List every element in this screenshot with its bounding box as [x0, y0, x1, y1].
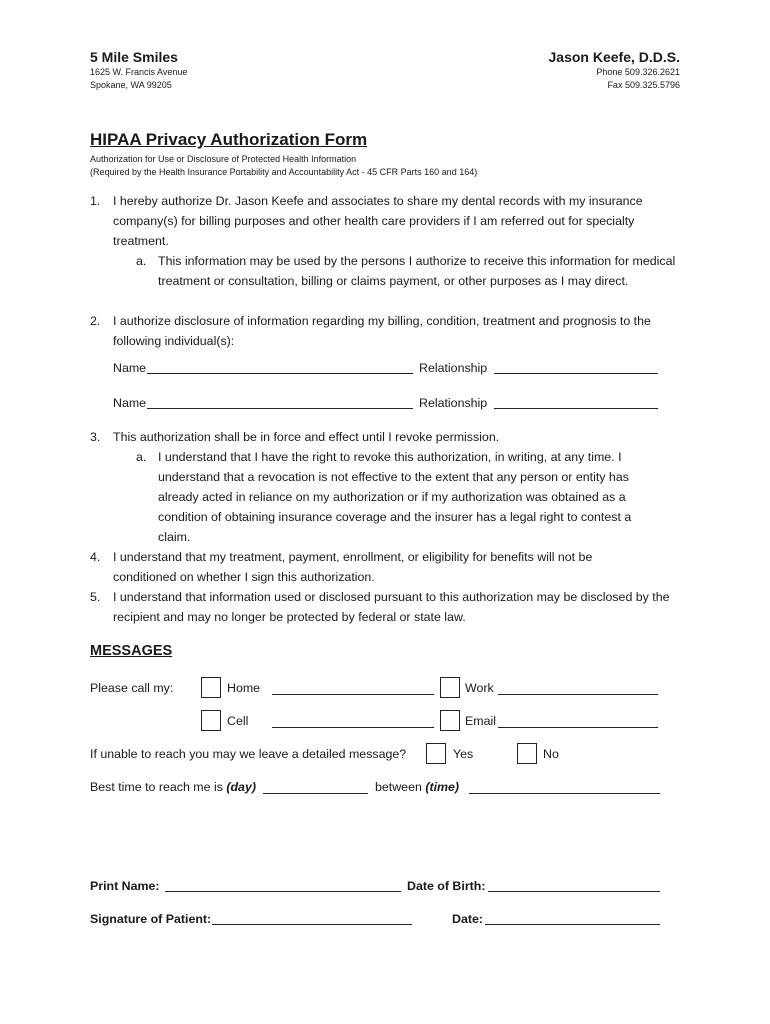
name-label: Name — [113, 396, 147, 410]
best-day-field[interactable] — [263, 793, 368, 794]
name-label: Name — [113, 361, 147, 375]
signature-label: Signature of Patient: — [90, 912, 212, 926]
authorization-paragraph-3: This authorization shall be in force and effect until I revoke permission. — [113, 430, 500, 444]
detailed-message-question: If unable to reach you may we leave a detailed message? — [90, 747, 407, 761]
print-name-label: Print Name: — [90, 879, 160, 893]
cell-checkbox[interactable] — [201, 710, 221, 731]
authorization-paragraph-1: I hereby authorize Dr. Jason Keefe and associates to share my dental records with my insurance company(s) for billing purposes and other health care providers if I am referred out for specialty treatment. — [113, 194, 643, 248]
relationship-field-2[interactable] — [494, 408, 658, 409]
name-field-2[interactable] — [147, 408, 413, 409]
name-field-1[interactable] — [147, 373, 413, 374]
doctor-name: Jason Keefe, D.D.S. — [548, 49, 680, 65]
item-number: 3. — [90, 430, 101, 444]
day-label: (day) — [226, 780, 256, 794]
yes-checkbox[interactable] — [426, 743, 446, 764]
between-text: between — [375, 780, 422, 794]
fax-number: Fax 509.325.5796 — [607, 80, 680, 90]
form-legal-reference: (Required by the Health Insurance Portability and Accountability Act - 45 CFR Parts 160 and 164) — [90, 167, 478, 177]
item-number: 2. — [90, 314, 101, 328]
authorization-paragraph-1a: This information may be used by the persons I authorize to receive this information for medical treatment or consultation, billing or claims payment, or other purposes as I may direct. — [158, 254, 676, 288]
page-title: HIPAA Privacy Authorization Form — [90, 130, 368, 149]
date-field[interactable] — [485, 924, 660, 925]
messages-heading: MESSAGES — [90, 643, 173, 659]
item-letter: a. — [136, 450, 147, 464]
address-line2: Spokane, WA 99205 — [90, 80, 172, 90]
address-line1: 1625 W. Francis Avenue — [90, 67, 188, 77]
yes-label: Yes — [453, 747, 474, 761]
practice-name: 5 Mile Smiles — [90, 49, 178, 65]
best-time-label — [90, 779, 256, 795]
authorization-paragraph-4: I understand that my treatment, payment, enrollment, or eligibility for benefits will not be conditioned on whether I sign this authorization. — [113, 550, 593, 584]
email-field[interactable] — [498, 727, 658, 728]
print-name-field[interactable] — [165, 891, 401, 892]
cell-phone-field[interactable] — [272, 727, 434, 728]
between-label — [375, 779, 459, 795]
best-time-field[interactable] — [469, 793, 660, 794]
relationship-label: Relationship — [419, 396, 488, 410]
work-label: Work — [465, 681, 494, 695]
email-label: Email — [465, 714, 496, 728]
date-of-birth-label: Date of Birth: — [407, 879, 486, 893]
email-checkbox[interactable] — [440, 710, 460, 731]
please-call-label: Please call my: — [90, 681, 174, 695]
no-label: No — [543, 747, 559, 761]
item-number: 1. — [90, 194, 101, 208]
signature-field[interactable] — [212, 924, 412, 925]
home-checkbox[interactable] — [201, 677, 221, 698]
home-phone-field[interactable] — [272, 694, 434, 695]
phone-number: Phone 509.326.2621 — [596, 67, 680, 77]
work-checkbox[interactable] — [440, 677, 460, 698]
item-number: 5. — [90, 590, 101, 604]
home-label: Home — [227, 681, 261, 695]
date-label: Date: — [452, 912, 483, 926]
relationship-label: Relationship — [419, 361, 488, 375]
authorization-paragraph-3a: I understand that I have the right to revoke this authorization, in writing, at any time. I understand that a revocation is not effective to the extent that any person or entity has already acted in reliance on my authorization or if my authorization was obtained as a condition of obtaining insurance coverage and the insurer has a legal right to contest a claim. — [158, 450, 632, 544]
work-phone-field[interactable] — [498, 694, 658, 695]
cell-label: Cell — [227, 714, 249, 728]
authorization-paragraph-2: I authorize disclosure of information regarding my billing, condition, treatment and prognosis to the following individual(s): — [113, 314, 651, 348]
form-subtitle: Authorization for Use or Disclosure of Protected Health Information — [90, 154, 357, 164]
no-checkbox[interactable] — [517, 743, 537, 764]
best-time-prefix: Best time to reach me is — [90, 780, 223, 794]
item-number: 4. — [90, 550, 101, 564]
time-label: (time) — [425, 780, 460, 794]
item-letter: a. — [136, 254, 147, 268]
relationship-field-1[interactable] — [494, 373, 658, 374]
authorization-paragraph-5: I understand that information used or disclosed pursuant to this authorization may be disclosed by the recipient and may no longer be protected by federal or state law. — [113, 590, 670, 624]
date-of-birth-field[interactable] — [488, 891, 660, 892]
